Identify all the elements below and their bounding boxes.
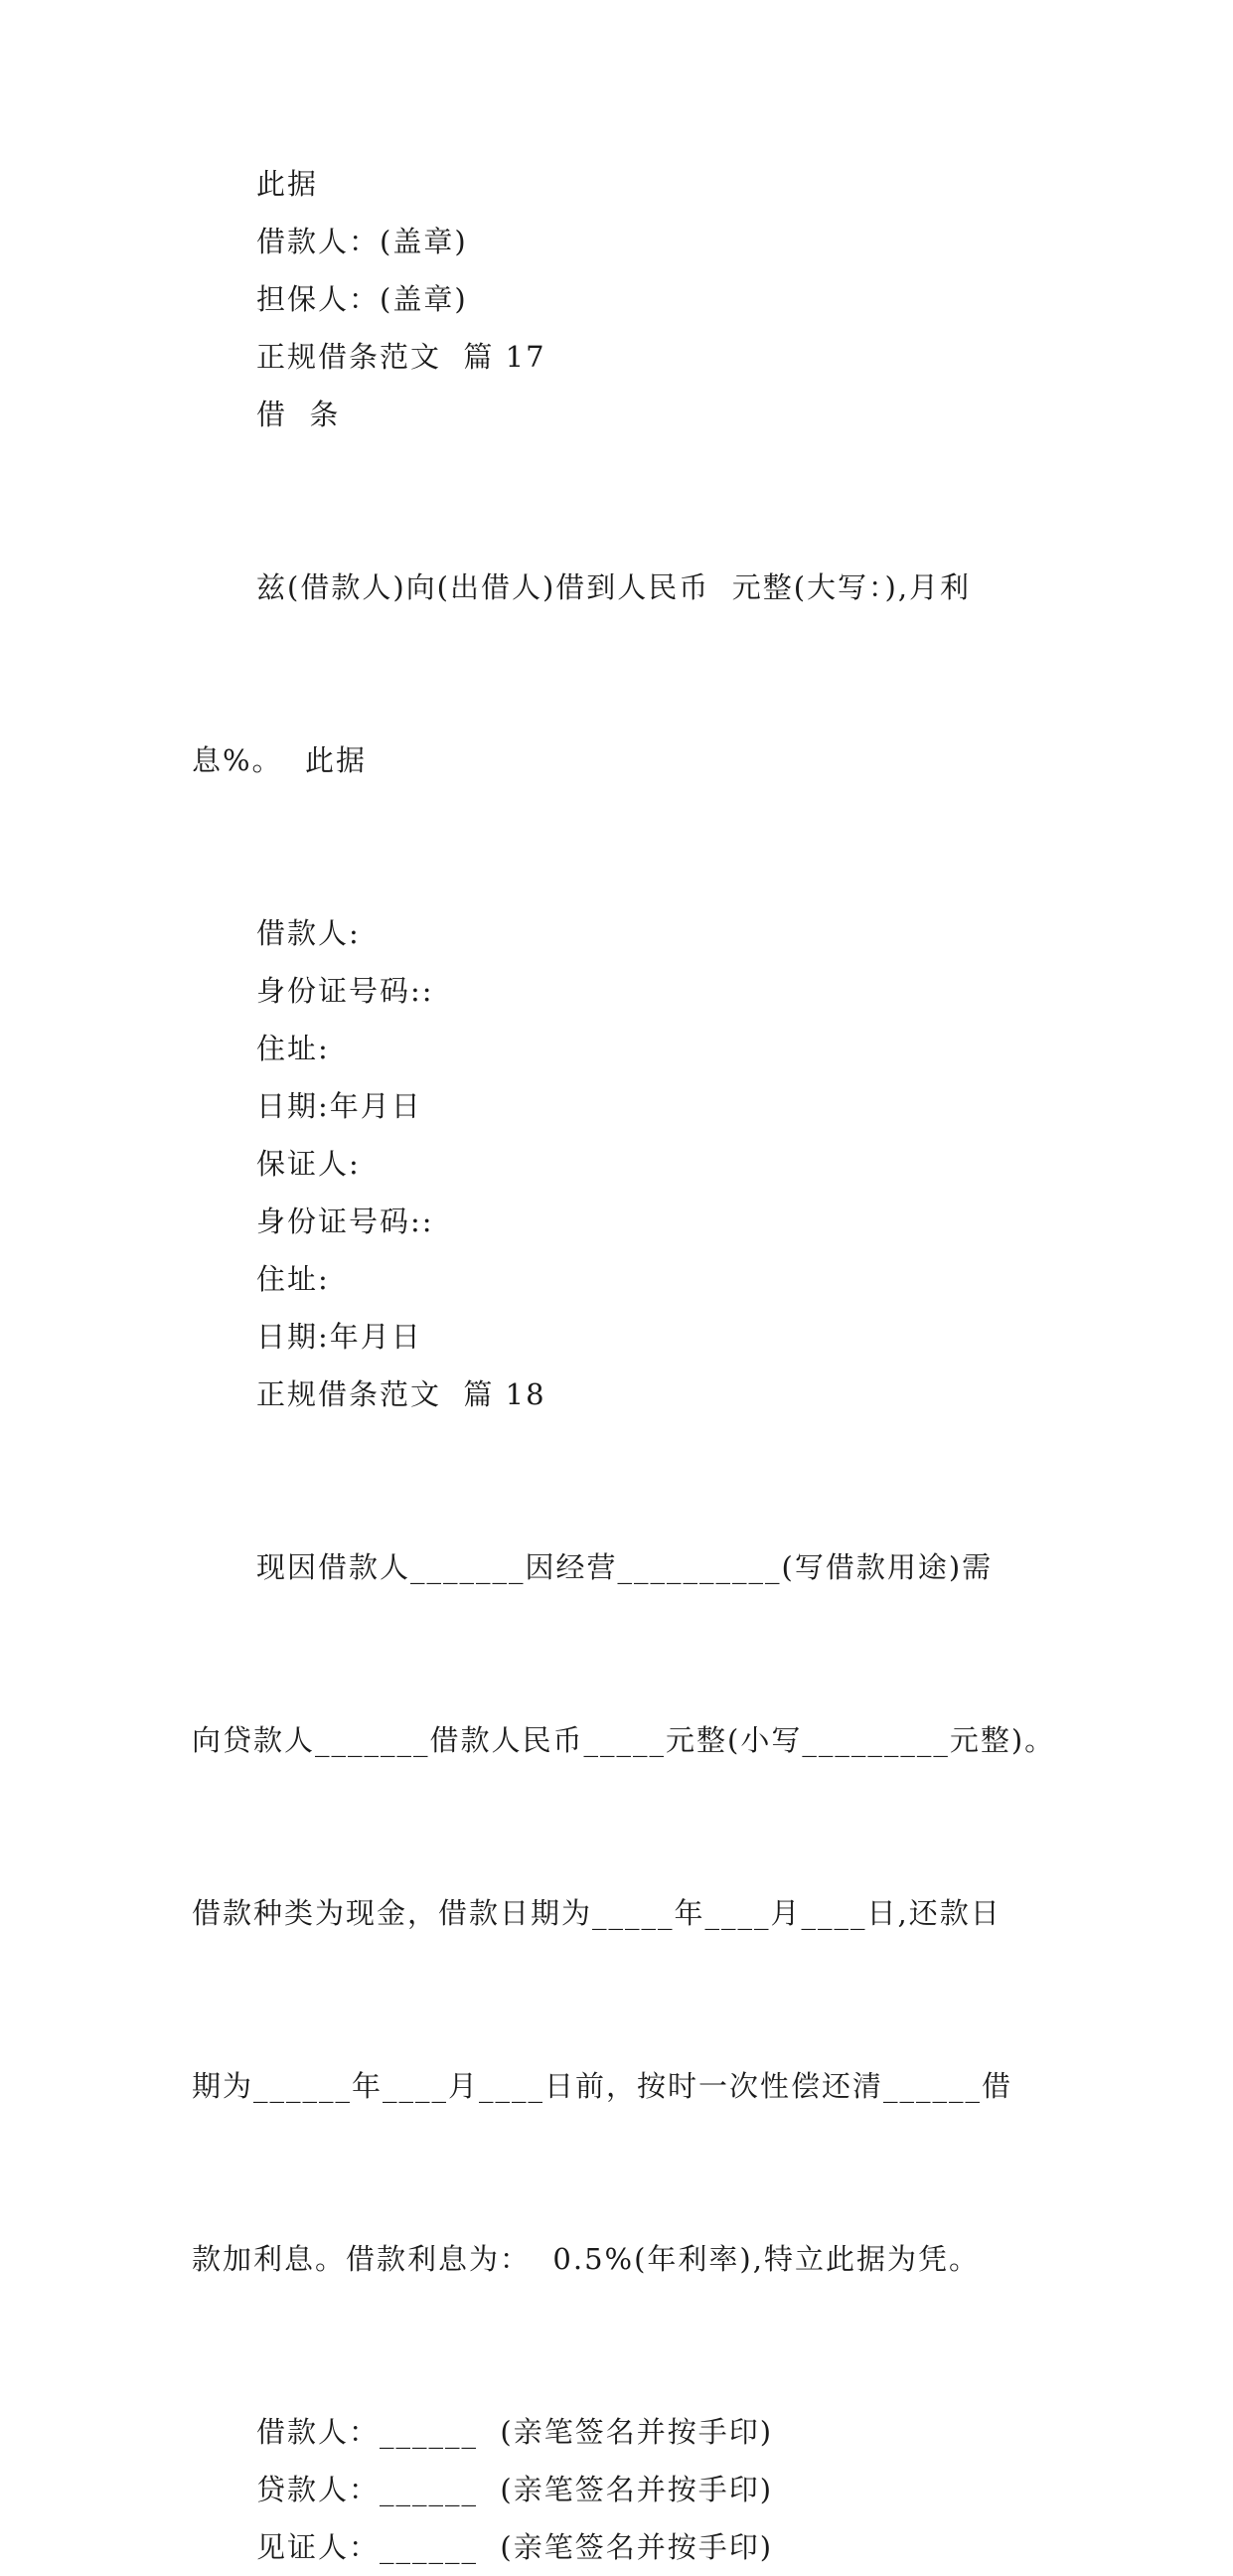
text-line: 日期:年月日 <box>256 1320 422 1354</box>
section-heading: 正规借条范文 篇 17 <box>256 340 546 374</box>
paragraph-line: 借款种类为现金，借款日期为_____年____月____日,还款日 <box>192 1896 1002 1930</box>
text-line: 担保人：(盖章) <box>256 282 468 316</box>
paragraph-line: 向贷款人_______借款人民币_____元整(小写_________元整)。 <box>192 1723 1056 1757</box>
signature-line: 贷款人：______ (亲笔签名并按手印) <box>256 2473 774 2506</box>
text-line: 身份证号码:: <box>256 1205 434 1238</box>
text-line: 身份证号码:: <box>256 974 434 1008</box>
document-body <box>192 155 1056 2576</box>
text-line: 保证人: <box>256 1147 361 1181</box>
paragraph-line: 息%。 此据 <box>192 743 367 777</box>
paragraph-line: 期为______年____月____日前，按时一次性偿还清______借 <box>192 2069 1013 2103</box>
paragraph-line: 款加利息。借款利息为： 0.5%(年利率),特立此据为凭。 <box>192 2242 980 2276</box>
signature-line: 借款人：______ (亲笔签名并按手印) <box>256 2415 774 2449</box>
paragraph <box>192 1423 1056 2403</box>
text-line: 住址: <box>256 1262 330 1296</box>
text-line: 此据 <box>256 167 319 201</box>
paragraph <box>192 443 1046 904</box>
text-line: 住址: <box>256 1032 330 1065</box>
paragraph-line: 现因借款人_______因经营__________(写借款用途)需 <box>256 1550 994 1584</box>
text-line: 日期:年月日 <box>256 1089 422 1123</box>
paragraph-line: 兹(借款人)向(出借人)借到人民币 元整(大写：),月利 <box>256 570 972 604</box>
document-title: 借 条 <box>256 398 341 431</box>
signature-line: 见证人：______ (亲笔签名并按手印) <box>256 2530 774 2564</box>
text-line: 借款人：(盖章) <box>256 225 468 258</box>
text-line: 借款人: <box>256 916 361 950</box>
section-heading: 正规借条范文 篇 18 <box>256 1377 546 1411</box>
